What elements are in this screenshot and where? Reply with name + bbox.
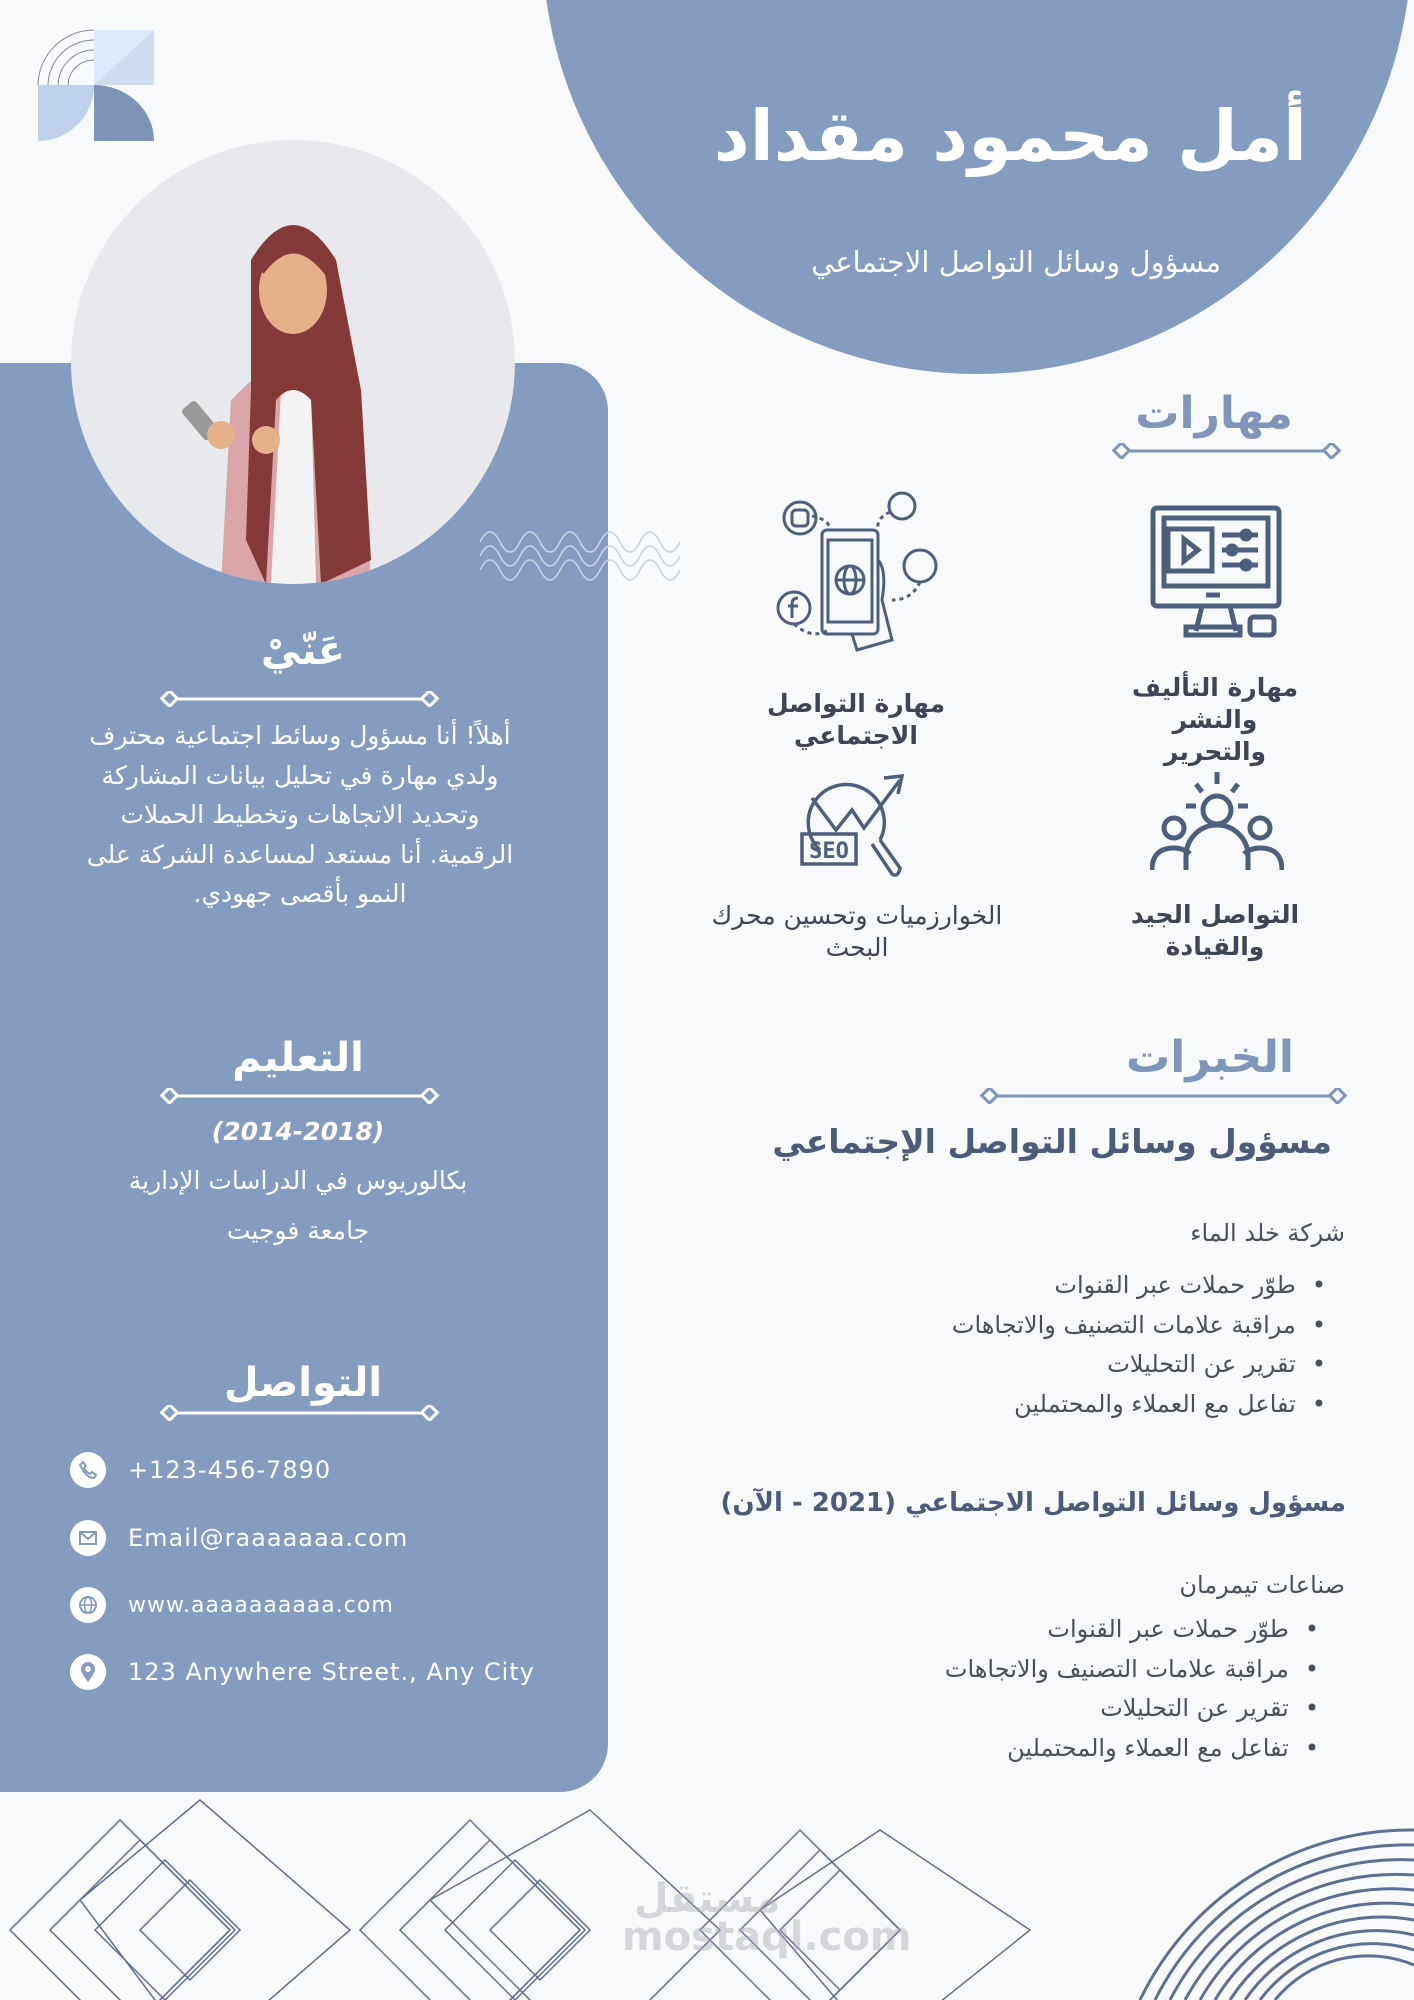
- job-1-title: مسؤول وسائل التواصل الإجتماعي: [772, 1122, 1332, 1161]
- contact-heading: التواصل: [223, 1360, 383, 1406]
- profile-photo: [71, 140, 515, 584]
- logo-icon: [36, 28, 156, 144]
- about-line: أهلاً! أنا مسؤول وسائط اجتماعية محترف: [89, 721, 511, 750]
- skill-label-line: الاجتماعي: [794, 721, 918, 750]
- seo-icon: [800, 770, 914, 880]
- list-item: • تقرير عن التحليلات: [952, 1345, 1326, 1385]
- email-icon: [70, 1520, 106, 1556]
- globe-icon: [70, 1587, 106, 1623]
- header-circle-background: [542, 0, 1412, 374]
- about-text: [87, 716, 513, 914]
- contact-email[interactable]: [70, 1518, 408, 1558]
- about-line: ولدي مهارة في تحليل بيانات المشاركة: [101, 760, 499, 790]
- education-divider: [160, 1088, 440, 1104]
- list-item: • مراقبة علامات التصنيف والاتجاهات: [945, 1650, 1319, 1690]
- job-2-bullets: [945, 1610, 1319, 1768]
- experience-divider: [980, 1088, 1348, 1104]
- education-university: جامعة فوجيت: [226, 1216, 370, 1245]
- list-item: • مراقبة علامات التصنيف والاتجاهات: [952, 1306, 1326, 1346]
- contact-phone[interactable]: [70, 1450, 331, 1490]
- phone-icon: [70, 1452, 106, 1488]
- list-item: • تفاعل مع العملاء والمحتملين: [952, 1385, 1326, 1425]
- skills-divider: [1112, 443, 1342, 459]
- education-degree: بكالوريوس في الدراسات الإدارية: [128, 1166, 468, 1195]
- website-text: www.aaaaaaaaaa.com: [128, 1592, 394, 1618]
- skill-label-line: والتحرير: [1163, 737, 1267, 766]
- svg-text:SEO: SEO: [809, 839, 849, 864]
- job-1-bullets: [952, 1266, 1326, 1424]
- education-years: (2014-2018): [211, 1117, 385, 1146]
- about-line: الرقمية. أنا مستعد لمساعدة الشركة على: [86, 839, 514, 869]
- list-item: • طوّر حملات عبر القنوات: [945, 1610, 1319, 1650]
- about-divider: [160, 691, 440, 707]
- contact-website[interactable]: [70, 1585, 394, 1625]
- leadership-icon: [1150, 770, 1284, 872]
- job-2-title: مسؤول وسائل التواصل الاجتماعي (2021 - الآن): [720, 1488, 1346, 1518]
- social-media-phone-icon: [772, 490, 942, 655]
- skills-heading: مهارات: [1135, 388, 1293, 439]
- about-line: وتحديد الاتجاهات وتخطيط الحملات: [120, 800, 480, 829]
- phone-text: +123-456-7890: [128, 1456, 332, 1484]
- contact-divider: [160, 1405, 440, 1421]
- skill-label-line: البحث: [825, 933, 889, 962]
- wave-decoration: [478, 520, 698, 592]
- skill-label-seo: [712, 900, 1003, 964]
- address-text: 123 Anywhere Street., Any City: [128, 1658, 535, 1686]
- skill-label-editing: [1116, 672, 1315, 768]
- about-heading: عَنّيْ: [260, 628, 346, 674]
- skill-label-leadership: التواصل الجيد والقيادة: [1130, 900, 1300, 961]
- list-item: • تفاعل مع العملاء والمحتملين: [945, 1729, 1319, 1769]
- skill-label-line: مهارة التواصل: [766, 689, 946, 718]
- skill-label-line: الخوارزميات وتحسين محرك: [711, 901, 1003, 930]
- email-text: Email@raaaaaaa.com: [128, 1524, 409, 1552]
- contact-address[interactable]: [70, 1652, 535, 1692]
- monitor-editing-icon: [1150, 505, 1284, 639]
- about-line: النمو بأقصى جهودي.: [193, 879, 407, 908]
- job-1-company: شركة خلد الماء: [1190, 1219, 1345, 1247]
- education-heading: التعليم: [232, 1035, 364, 1081]
- location-pin-icon: [70, 1654, 106, 1690]
- skill-label-line: مهارة التأليف والنشر: [1131, 673, 1299, 734]
- person-name: أمل محمود مقداد: [713, 95, 1307, 177]
- job-2-company: صناعات تيمرمان: [1179, 1571, 1345, 1599]
- person-job-title: مسؤول وسائل التواصل الاجتماعي: [811, 245, 1221, 279]
- list-item: • تقرير عن التحليلات: [945, 1689, 1319, 1729]
- watermark: مستقل mostaql.com: [622, 1876, 912, 1960]
- skill-label-social: [767, 688, 945, 752]
- experience-heading: الخبرات: [1126, 1032, 1294, 1083]
- list-item: • طوّر حملات عبر القنوات: [952, 1266, 1326, 1306]
